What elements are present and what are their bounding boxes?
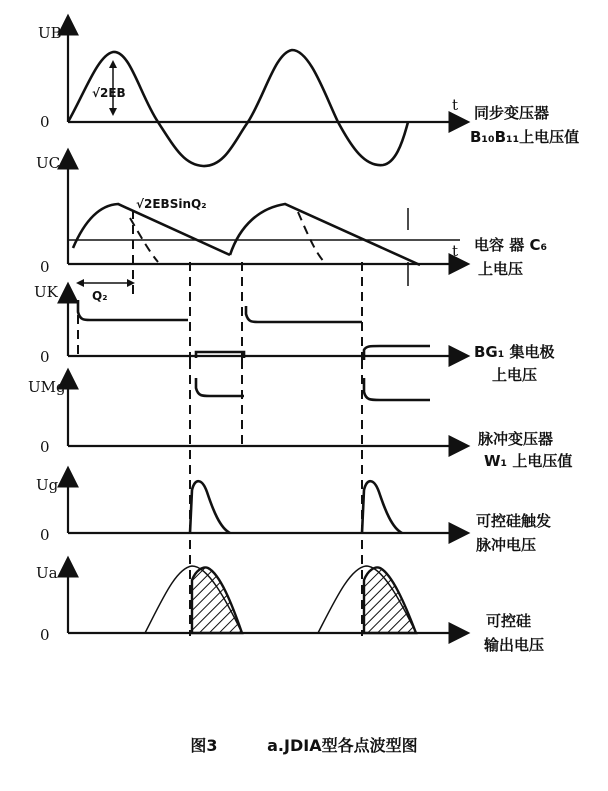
- uc-desc-1: 电容 器 C₆: [474, 236, 548, 254]
- ub-desc-1: 同步变压器: [474, 104, 550, 122]
- panel-ua: [36, 540, 544, 654]
- panel-ug: [36, 450, 551, 554]
- uc-angle-label: Q₂: [92, 289, 108, 303]
- uk-waveform: [78, 300, 188, 320]
- uc-sawtooth-2: [230, 204, 420, 265]
- ua-zero-label: 0: [40, 626, 50, 644]
- ua-axis-label: Ua: [36, 564, 58, 582]
- ug-desc-1: 可控硅触发: [476, 512, 552, 530]
- figure-number: 图3: [190, 736, 218, 755]
- umg-desc-2: W₁ 上电压值: [484, 452, 573, 470]
- ug-zero-label: 0: [40, 526, 50, 544]
- ua-desc-1: 可控硅: [486, 612, 532, 630]
- ug-desc-2: 脉冲电压: [476, 536, 537, 554]
- uc-t-label: t: [452, 242, 459, 260]
- ub-zero-label: 0: [40, 113, 50, 131]
- uk-zero-label: 0: [40, 348, 50, 366]
- ua-desc-2: 输出电压: [484, 636, 545, 654]
- ub-t-label: t: [452, 96, 459, 114]
- ug-axis-label: Ug: [36, 476, 59, 494]
- ug-pulse-2: [362, 481, 402, 533]
- uc-sawtooth-1: [73, 204, 230, 255]
- ub-sine-wave: [68, 50, 408, 166]
- ug-pulse-1: [190, 481, 230, 533]
- ub-desc-2: B₁₀B₁₁上电压值: [470, 128, 580, 146]
- panel-umg: [28, 360, 572, 470]
- umg-zero-label: 0: [40, 438, 50, 456]
- ua-hatched-conduction-2: [364, 568, 416, 634]
- umg-axis-label: UMg: [28, 378, 66, 396]
- ub-axis-label: UB: [38, 24, 62, 42]
- umg-waveform: [196, 378, 244, 396]
- figure-caption: [0, 733, 608, 756]
- uc-desc-2: 上电压: [478, 260, 524, 278]
- umg-desc-1: 脉冲变压器: [478, 430, 554, 448]
- ua-hatched-conduction-1: [192, 568, 242, 634]
- uc-peak-label: √2EBSinQ₂: [136, 197, 207, 211]
- uc-axis-label: UC: [36, 154, 61, 172]
- panel-ub: [38, 18, 579, 166]
- panel-uc: [36, 152, 547, 303]
- uk-desc-1: BG₁ 集电极: [474, 343, 555, 361]
- figure-title: a.JDIA型各点波型图: [267, 736, 418, 755]
- ub-amplitude-label: √2EB: [92, 86, 126, 100]
- uk-axis-label: UK: [34, 283, 58, 301]
- uk-desc-2: 上电压: [492, 366, 538, 384]
- panel-uk: [34, 262, 555, 384]
- uc-zero-label: 0: [40, 258, 50, 276]
